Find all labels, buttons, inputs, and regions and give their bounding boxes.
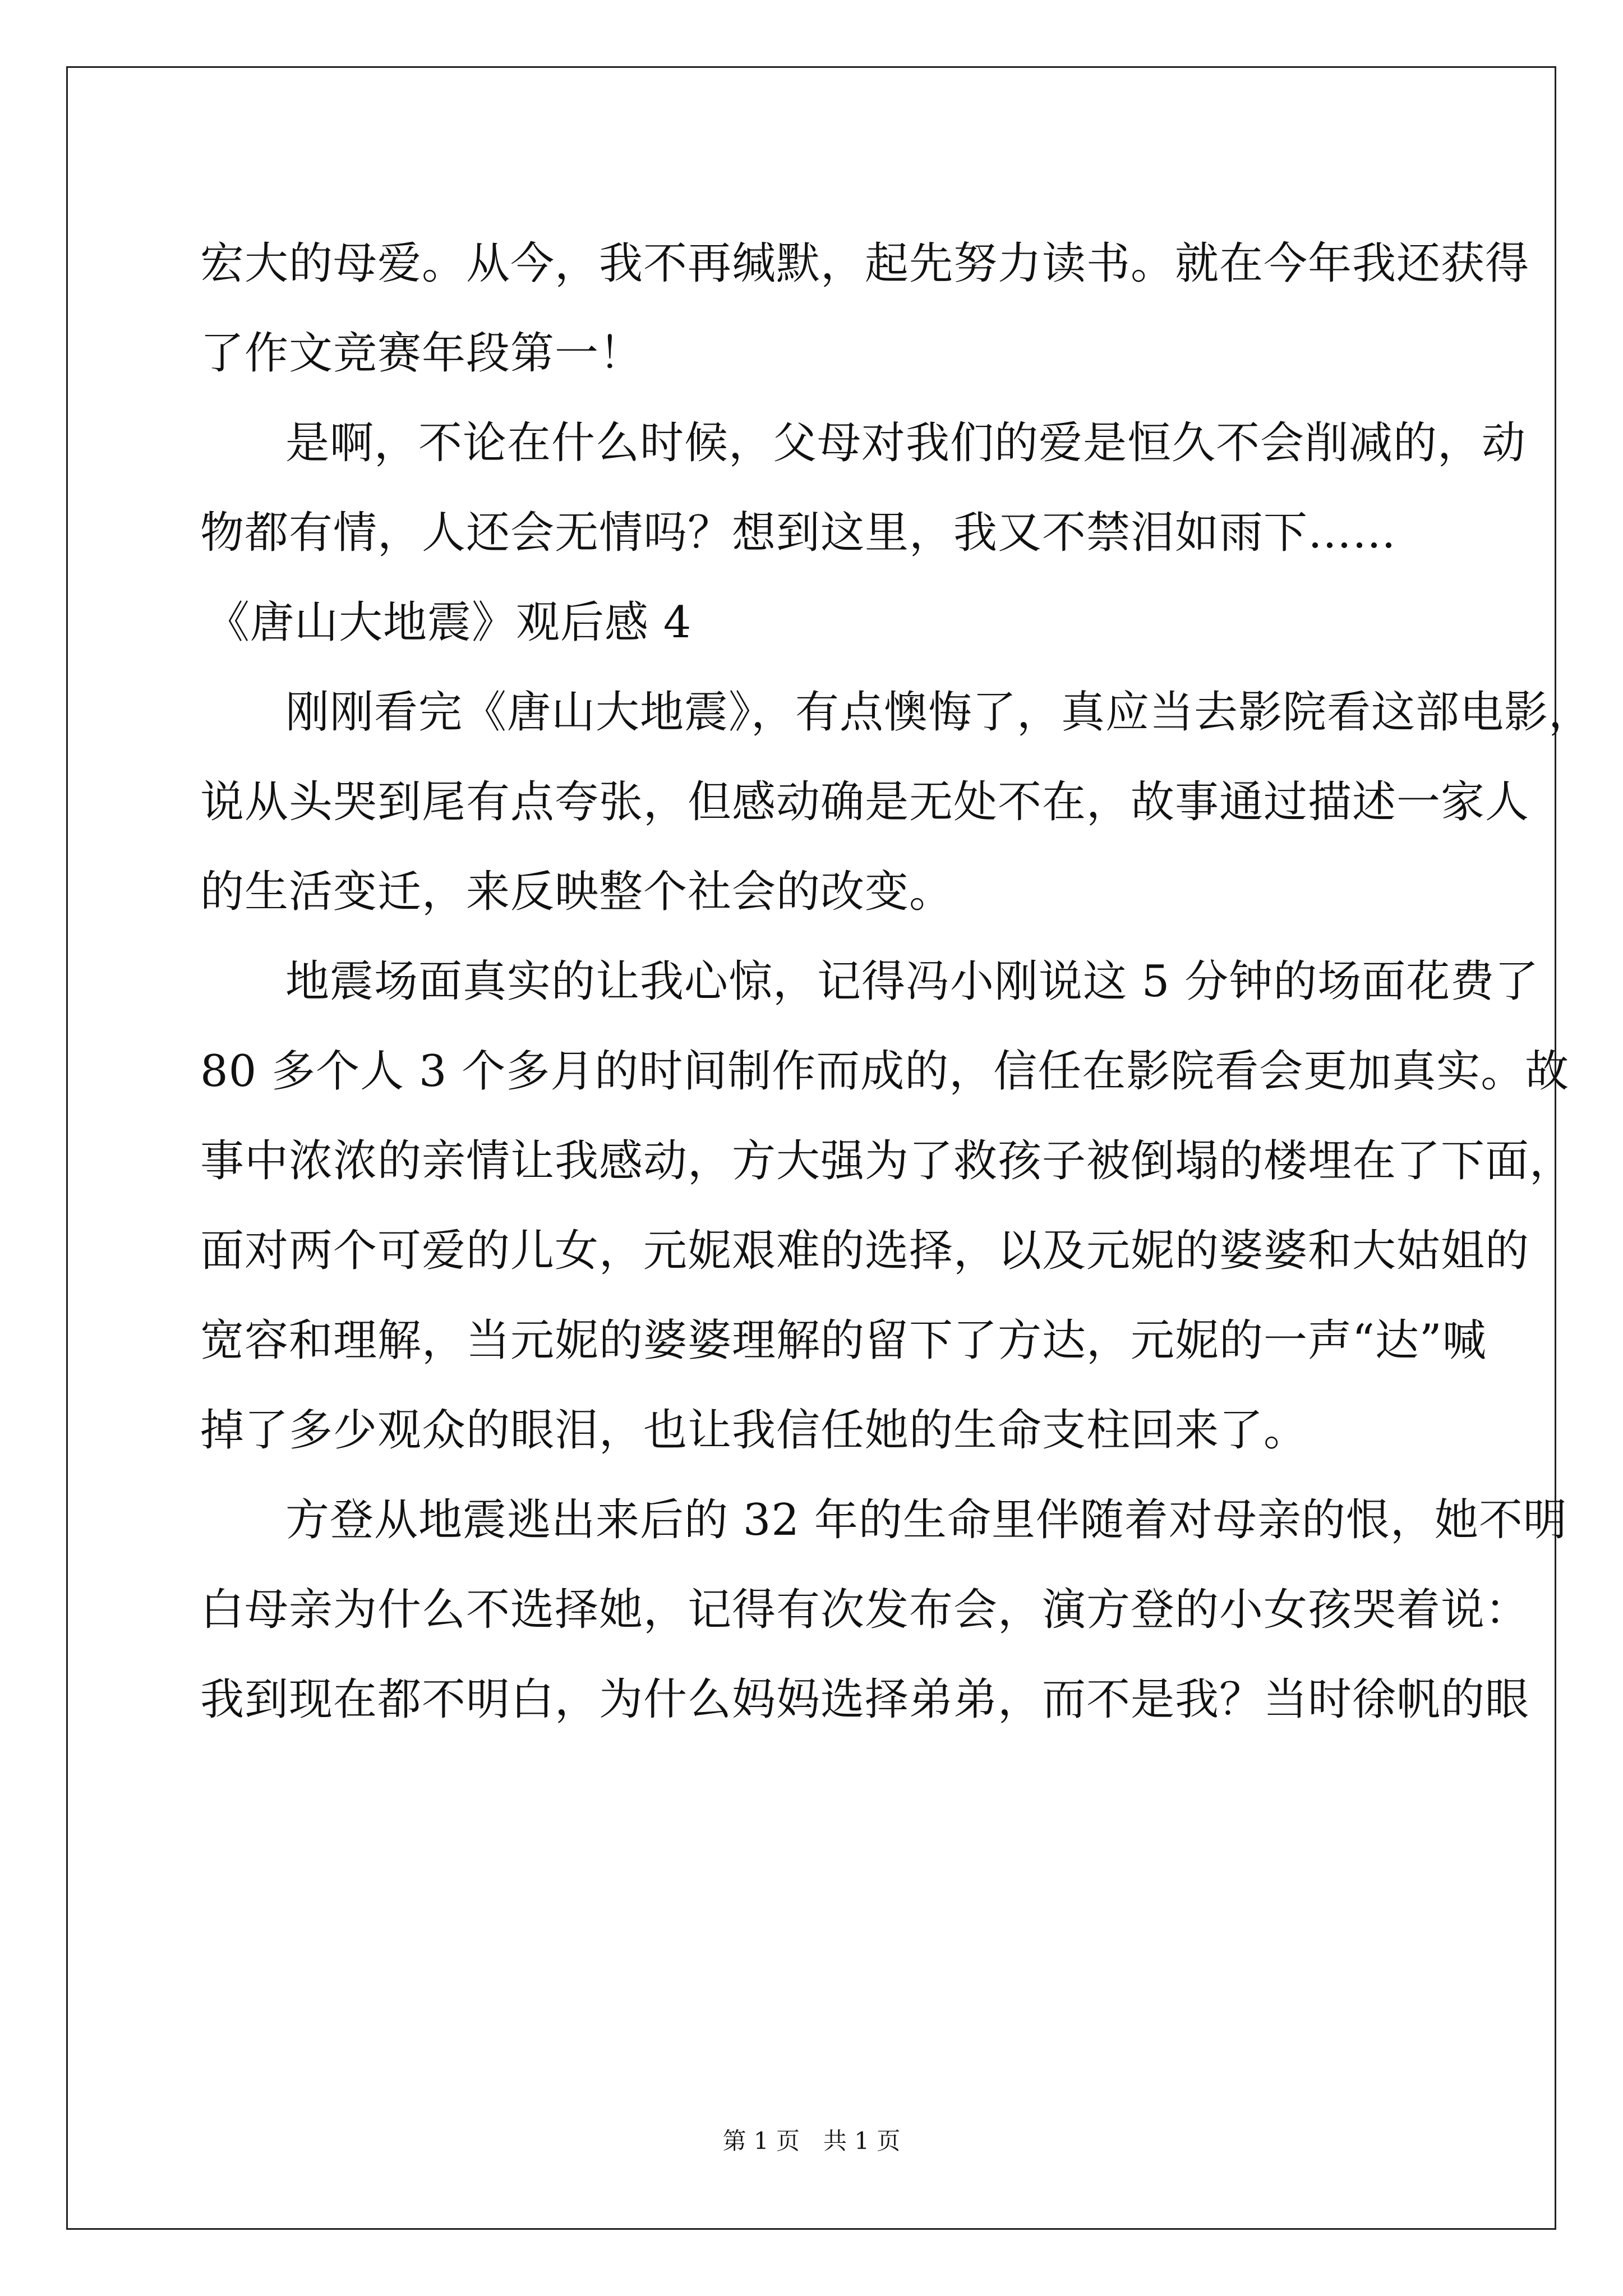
text-line: 了作文竞赛年段第一！ [200, 328, 644, 379]
text-line: 面对两个可爱的儿女，元妮艰难的选择，以及元妮的婆婆和大姑姐的 [200, 1226, 1530, 1276]
text-line: 我到现在都不明白，为什么妈妈选择弟弟，而不是我？当时徐帆的眼 [200, 1674, 1530, 1725]
section-heading: 《唐山大地震》观后感 4 [206, 597, 692, 648]
text-line: 掉了多少观众的眼泪，也让我信任她的生命支柱回来了。 [200, 1405, 1308, 1456]
text-line: 宽容和理解，当元妮的婆婆理解的留下了方达，元妮的一声“达”喊 [200, 1315, 1487, 1366]
document-body [200, 219, 1593, 1745]
paragraph-start: 方登从地震逃出来后的 32 年的生命里伴随着对母亲的恨，她不明 [285, 1495, 1567, 1545]
paragraph-start: 地震场面真实的让我心惊，记得冯小刚说这 5 分钟的场面花费了 [285, 956, 1539, 1007]
paragraph-start: 刚刚看完《唐山大地震》，有点懊悔了，真应当去影院看这部电影， [285, 687, 1593, 738]
text-line: 80 多个人 3 个多月的时间制作而成的，信任在影院看会更加真实。故 [200, 1046, 1570, 1097]
text-line: 的生活变迁，来反映整个社会的改变。 [200, 867, 954, 917]
text-line: 物都有情，人还会无情吗？想到这里，我又不禁泪如雨下…… [200, 508, 1397, 558]
text-line: 事中浓浓的亲情让我感动，方大强为了救孩子被倒塌的楼埋在了下面， [200, 1136, 1574, 1186]
text-line: 宏大的母爱。从今，我不再缄默，起先努力读书。就在今年我还获得 [200, 238, 1530, 289]
text-line: 说从头哭到尾有点夸张，但感动确是无处不在，故事通过描述一家人 [200, 777, 1530, 827]
paragraph-start: 是啊，不论在什么时候，父母对我们的爱是恒久不会削减的，动 [285, 418, 1527, 468]
text-line: 白母亲为什么不选择她，记得有次发布会，演方登的小女孩哭着说： [200, 1585, 1530, 1635]
page-footer: 第 1 页 共 1 页 [722, 2127, 901, 2155]
